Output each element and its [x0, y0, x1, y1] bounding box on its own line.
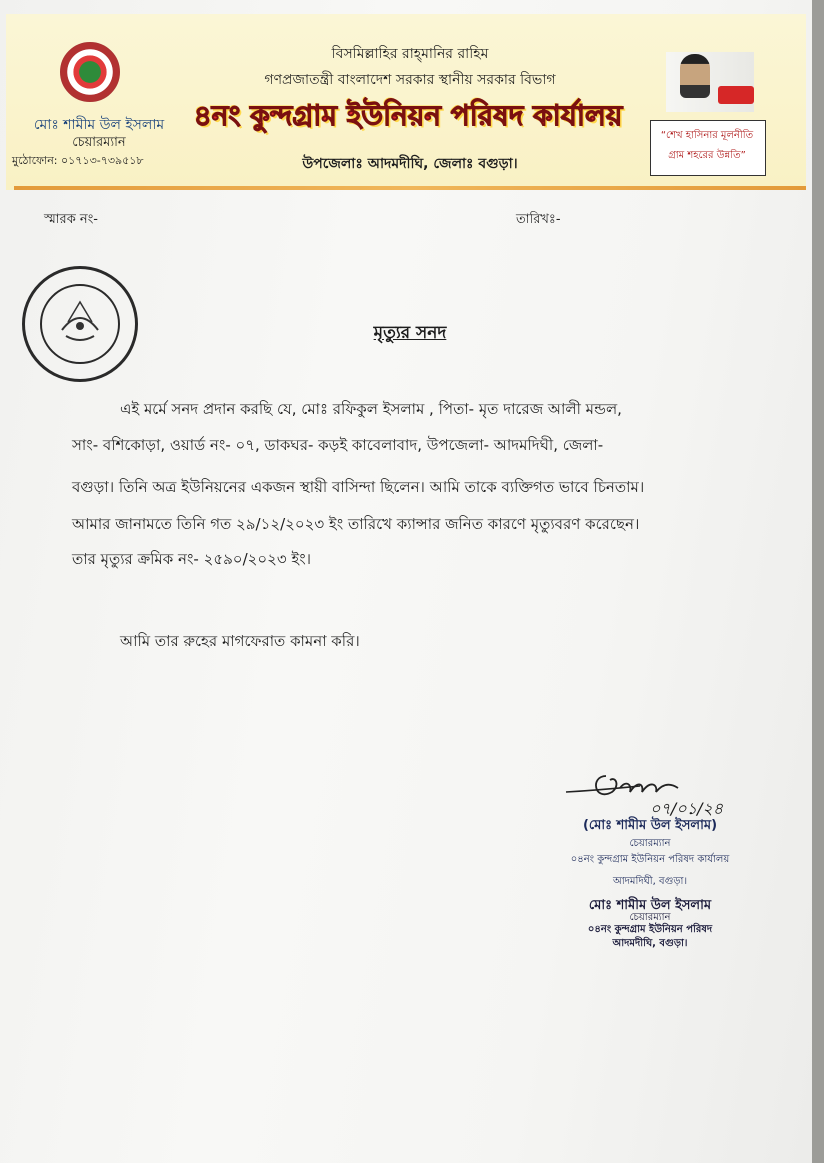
certificate-line-4: আমার জানামতে তিনি গত ২৯/১২/২০২৩ ইং তারিখে ক্যান্সার জনিত কারণে মৃত্যুবরণ করেছেন।: [72, 515, 640, 533]
government-line: গণপ্রজাতন্ত্রী বাংলাদেশ সরকার স্থানীয় সরকার বিভাগ: [264, 72, 556, 88]
certificate-line-5: তার মৃত্যুর ক্রমিক নং- ২৫৯০/২০২৩ ইং।: [72, 550, 312, 568]
slogan-line-1: “শেখ হাসিনার মূলনীতি: [660, 130, 754, 141]
certificate-line-3: বগুড়া। তিনি অত্র ইউনিয়নের একজন স্থায়ী বাসিন্দা ছিলেন। আমি তাকে ব্যক্তিগত ভাবে চিনতাম।: [72, 478, 645, 496]
letterhead-divider: [14, 186, 806, 190]
portrait-figure-icon: [680, 54, 710, 98]
date-label: তারিখঃ-: [516, 212, 561, 227]
prayer-line: আমি তার রুহের মাগফেরাত কামনা করি।: [120, 632, 360, 650]
union-seal-emblem-icon: [22, 266, 138, 382]
signature-date: ০৭/০১/২৪: [650, 799, 724, 818]
signatory-address: আদমদিঘী, বগুড়া।: [612, 876, 688, 887]
bismillah-text: বিসমিল্লাহির রাহ্‌মানির রাহিম: [331, 46, 489, 62]
government-seal-icon: [60, 42, 120, 102]
stamp-address: আদমদীঘি, বগুড়া।: [612, 938, 688, 949]
signatory-office: ০৪নং কুন্দগ্রাম ইউনিয়ন পরিষদ কার্যালয়: [570, 854, 730, 865]
certificate-line-1: এই মর্মে সনদ প্রদান করছি যে, মোঃ রফিকুল ইসলাম , পিতা- মৃত দারেজ আলী মন্ডল,: [120, 400, 622, 418]
signatory-title: চেয়ারম্যান: [629, 838, 671, 849]
memo-number-label: স্মারক নং-: [44, 212, 98, 227]
stamp-title: চেয়ারম্যান: [629, 912, 671, 923]
office-title: ৪নং কুন্দগ্রাম ইউনিয়ন পরিষদ কার্যালয়: [193, 99, 623, 132]
chairman-name: মোঃ শামীম উল ইসলাম: [33, 117, 165, 133]
office-address: উপজেলাঃ আদমদীঘি, জেলাঃ বগুড়া।: [302, 156, 518, 172]
stamp-office: ০৪নং কুন্দগ্রাম ইউনিয়ন পরিষদ: [587, 924, 713, 935]
signatory-name: (মোঃ শামীম উল ইসলাম): [582, 818, 718, 833]
stamp-name: মোঃ শামীম উল ইসলাম: [588, 898, 712, 913]
certificate-heading: মৃত্যুর সনদ: [373, 323, 447, 343]
chairman-phone: মুঠোফোন: ০১৭১৩-৭৩৯৫১৮: [12, 154, 144, 167]
slogan-line-2: গ্রাম শহরের উন্নতি”: [668, 150, 746, 161]
chairman-title: চেয়ারম্যান: [72, 135, 126, 150]
portrait-badge-icon: [718, 86, 754, 104]
certificate-line-2: সাং- বশিকোড়া, ওয়ার্ড নং- ০৭, ডাকঘর- কড়ই কাবেলাবাদ, উপজেলা- আদমদিঘী, জেলা-: [72, 436, 604, 454]
